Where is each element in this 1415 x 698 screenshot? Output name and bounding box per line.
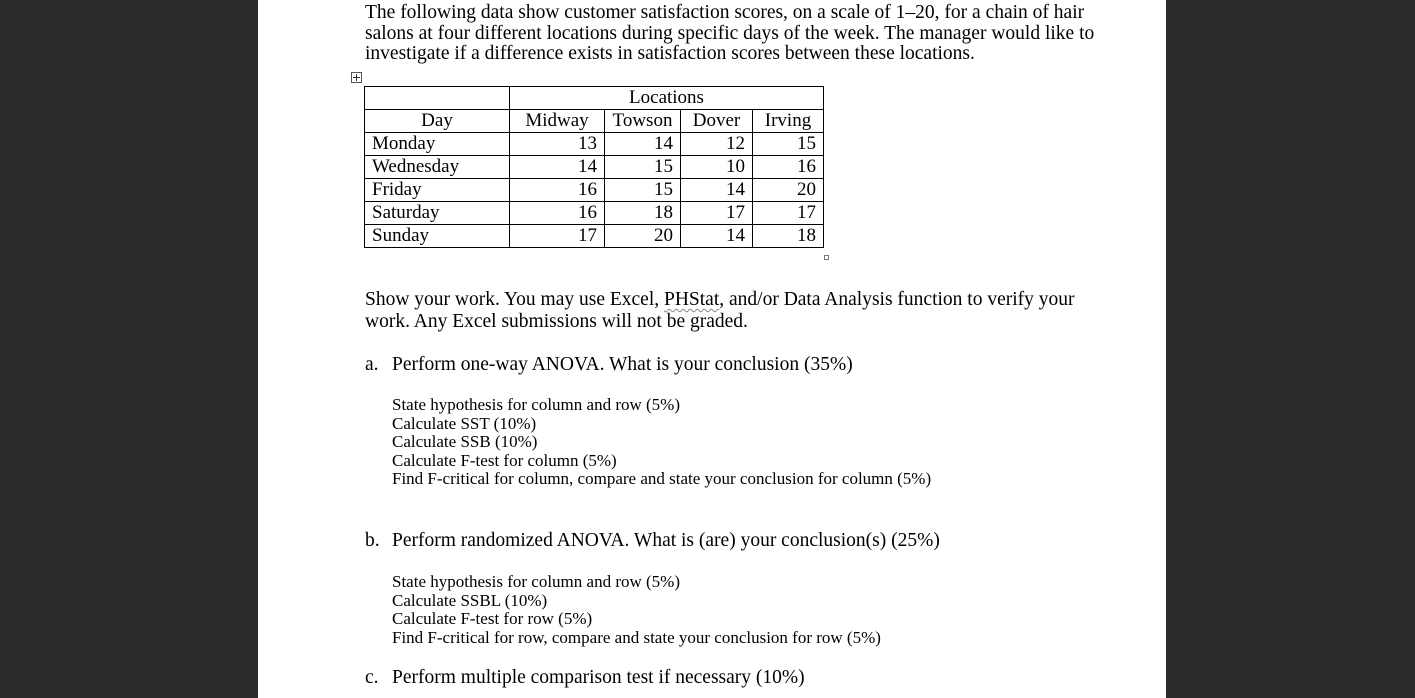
table-row — [365, 156, 824, 179]
instructions-text: Show your work. You may use Excel, — [365, 289, 664, 310]
day-cell: Sunday — [365, 225, 510, 248]
table-row — [365, 179, 824, 202]
intro-line: investigate if a difference exists in satisfaction scores between these locations. — [365, 43, 975, 64]
instructions-text: , and/or Data Analysis function to verify your — [719, 289, 1075, 310]
column-header-towson: Towson — [605, 110, 681, 133]
instructions-line: work. Any Excel submissions will not be graded. — [365, 311, 748, 332]
score-cell: 16 — [510, 202, 605, 225]
satisfaction-table — [364, 86, 824, 248]
score-cell: 17 — [681, 202, 753, 225]
score-cell: 16 — [753, 156, 824, 179]
part-b-title — [365, 530, 940, 552]
day-cell: Friday — [365, 179, 510, 202]
table-header-row — [365, 110, 824, 133]
part-c-title — [365, 667, 805, 689]
day-cell: Monday — [365, 133, 510, 156]
part-label: a. — [365, 354, 379, 375]
step-item: State hypothesis for column and row (5%) — [392, 395, 680, 414]
part-b-steps — [392, 573, 881, 647]
table-row — [365, 133, 824, 156]
part-label: b. — [365, 530, 380, 551]
part-title: Perform randomized ANOVA. What is (are) your conclusion(s) (25%) — [392, 530, 940, 551]
score-cell: 10 — [681, 156, 753, 179]
score-cell: 17 — [753, 202, 824, 225]
table-row — [365, 225, 824, 248]
score-cell: 20 — [605, 225, 681, 248]
day-header: Day — [365, 110, 510, 133]
table-move-handle-icon[interactable] — [351, 72, 362, 83]
score-cell: 18 — [753, 225, 824, 248]
score-cell: 15 — [605, 179, 681, 202]
intro-paragraph — [365, 2, 1095, 65]
score-cell: 13 — [510, 133, 605, 156]
score-cell: 16 — [510, 179, 605, 202]
score-cell: 18 — [605, 202, 681, 225]
score-cell: 17 — [510, 225, 605, 248]
document-page — [258, 0, 1166, 698]
part-title: Perform one-way ANOVA. What is your conclusion (35%) — [392, 354, 853, 375]
table-row — [365, 202, 824, 225]
table-corner-cell — [365, 87, 510, 110]
step-item: Find F-critical for column, compare and state your conclusion for column (5%) — [392, 469, 932, 488]
locations-header: Locations — [510, 87, 824, 110]
step-item: State hypothesis for column and row (5%) — [392, 572, 680, 591]
spellcheck-word: PHStat — [663, 289, 720, 310]
table-resize-handle-icon[interactable] — [824, 255, 829, 260]
intro-line: The following data show customer satisfaction scores, on a scale of 1–20, for a chain of hair — [365, 2, 1085, 23]
day-cell: Saturday — [365, 202, 510, 225]
instructions-paragraph — [365, 289, 1075, 333]
score-cell: 15 — [753, 133, 824, 156]
column-header-midway: Midway — [510, 110, 605, 133]
part-a-steps — [392, 396, 931, 489]
score-cell: 20 — [753, 179, 824, 202]
score-cell: 12 — [681, 133, 753, 156]
score-cell: 14 — [681, 225, 753, 248]
step-item: Find F-critical for row, compare and state your conclusion for row (5%) — [392, 627, 881, 647]
part-label: c. — [365, 667, 379, 688]
column-header-irving: Irving — [753, 110, 824, 133]
day-cell: Wednesday — [365, 156, 510, 179]
score-cell: 14 — [681, 179, 753, 202]
step-item: Calculate F-test for column (5%) — [392, 450, 617, 470]
table-header-row — [365, 87, 824, 110]
score-cell: 14 — [605, 133, 681, 156]
score-cell: 15 — [605, 156, 681, 179]
score-cell: 14 — [510, 156, 605, 179]
part-title: Perform multiple comparison test if necessary (10%) — [392, 667, 805, 688]
step-item: Calculate SSB (10%) — [392, 432, 538, 451]
part-a-title — [365, 354, 853, 376]
instructions-line — [365, 289, 1075, 311]
step-item: Calculate SST (10%) — [392, 413, 537, 433]
step-item: Calculate F-test for row (5%) — [392, 609, 593, 628]
intro-line: salons at four different locations during specific days of the week. The manager would like to — [365, 22, 1095, 44]
step-item: Calculate SSBL (10%) — [392, 590, 548, 610]
column-header-dover: Dover — [681, 110, 753, 133]
